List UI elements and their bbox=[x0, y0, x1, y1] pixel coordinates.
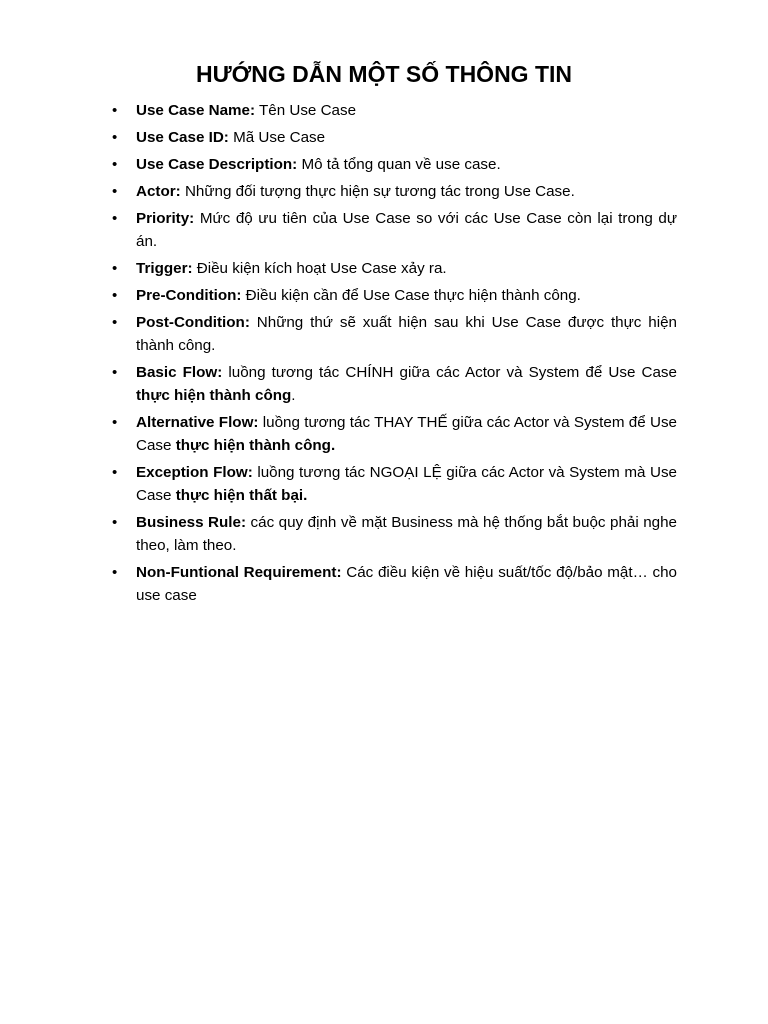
item-term: Use Case ID: bbox=[136, 129, 229, 146]
item-term: Priority: bbox=[136, 210, 195, 227]
item-text: Các điều kiện về hiệu suất/tốc độ/bảo mật… cho use case bbox=[136, 564, 677, 604]
item-term: Non-Funtional Requirement: bbox=[136, 564, 342, 581]
item-text: Điều kiện kích hoạt Use Case xảy ra. bbox=[192, 260, 447, 277]
item-term: Basic Flow: bbox=[136, 364, 223, 381]
list-item bbox=[136, 180, 677, 203]
list-item bbox=[136, 207, 677, 253]
item-term: Actor: bbox=[136, 183, 181, 200]
item-text: Mức độ ưu tiên của Use Case so với các Use Case còn lại trong dự án. bbox=[136, 210, 677, 250]
list-item bbox=[136, 561, 677, 607]
item-term: Exception Flow: bbox=[136, 464, 253, 481]
list-item bbox=[136, 411, 677, 457]
item-text: luồng tương tác CHÍNH giữa các Actor và System để Use Case bbox=[222, 364, 677, 381]
page-title bbox=[0, 58, 768, 90]
list-item bbox=[136, 511, 677, 557]
item-term: Use Case Description: bbox=[136, 156, 298, 173]
item-term: Post-Condition: bbox=[136, 314, 250, 331]
list-item bbox=[136, 257, 677, 280]
item-term: Business Rule: bbox=[136, 514, 247, 531]
item-term: Trigger: bbox=[136, 260, 193, 277]
list-item bbox=[136, 461, 677, 507]
item-term: Pre-Condition: bbox=[136, 287, 242, 304]
list-item bbox=[136, 284, 677, 307]
item-text: Những thứ sẽ xuất hiện sau khi Use Case được thực hiện thành công. bbox=[136, 314, 677, 354]
item-term: Alternative Flow: bbox=[136, 414, 259, 431]
list-item bbox=[136, 361, 677, 407]
list-item bbox=[136, 99, 677, 122]
item-text: luồng tương tác NGOẠI LỆ giữa các Actor và System mà Use Case bbox=[136, 464, 677, 504]
item-text: luồng tương tác THAY THẾ giữa các Actor và System để Use Case bbox=[136, 414, 677, 454]
page-title-text: HƯỚNG DẪN MỘT SỐ THÔNG TIN bbox=[195, 61, 573, 87]
item-text: Tên Use Case bbox=[255, 102, 357, 119]
item-text: Mô tả tổng quan về use case. bbox=[297, 156, 501, 173]
list-item bbox=[136, 153, 677, 176]
list-item bbox=[136, 126, 677, 149]
list-item bbox=[136, 311, 677, 357]
item-emphasis: thực hiện thất bại. bbox=[175, 487, 308, 504]
item-tail: . bbox=[291, 387, 296, 404]
item-term: Use Case Name: bbox=[136, 102, 256, 119]
item-emphasis: thực hiện thành công. bbox=[175, 437, 336, 454]
item-text: các quy định về mặt Business mà hệ thống bắt buộc phải nghe theo, làm theo. bbox=[136, 514, 678, 554]
item-text: Mã Use Case bbox=[228, 129, 326, 146]
definition-list bbox=[136, 99, 677, 611]
item-emphasis: thực hiện thành công bbox=[136, 387, 292, 404]
item-text: Điều kiện cần để Use Case thực hiện thành công. bbox=[241, 287, 581, 304]
item-text: Những đối tượng thực hiện sự tương tác trong Use Case. bbox=[180, 183, 575, 200]
